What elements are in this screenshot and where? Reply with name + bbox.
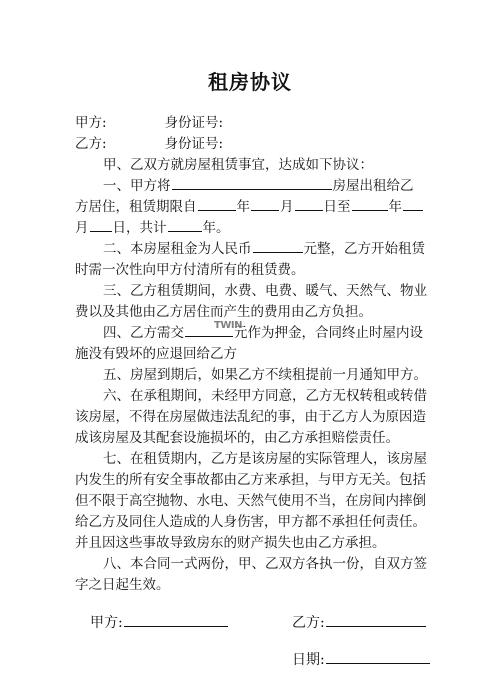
end-month-blank[interactable] <box>403 196 423 211</box>
rent-amount-blank[interactable] <box>253 238 303 253</box>
clause-7-line-2: 内发生的所有安全事故都由乙方来承担，与甲方无关。包括 <box>75 472 426 488</box>
end-day-blank[interactable] <box>90 217 112 232</box>
party-a-id-label: 身份证号: <box>164 115 224 131</box>
clause-2-line-2: 时需一次性向甲方付清所有的租赁费。 <box>75 262 305 278</box>
signature-date-label: 日期: <box>292 652 325 668</box>
signature-date-blank[interactable] <box>326 649 430 664</box>
clause-7-line-4: 给乙方及同住人造成的人身伤害，甲方都不承担任何责任。 <box>75 514 426 530</box>
signature-party-b-blank[interactable] <box>326 612 426 627</box>
clause-4-line-2: 施没有毁坏的应退回给乙方 <box>75 346 237 362</box>
document-title: 租房协议 <box>208 70 292 94</box>
signature-party-a <box>90 612 229 632</box>
signature-date <box>292 649 431 669</box>
clause-7-line-3: 但不限于高空抛物、水电、天然气使用不当，在房间内摔倒 <box>75 493 426 509</box>
signature-party-a-blank[interactable] <box>124 612 228 627</box>
party-a-label: 甲方: <box>75 115 107 131</box>
address-blank[interactable] <box>172 175 332 190</box>
watermark-logo: TWIN <box>214 320 242 331</box>
end-year-blank[interactable] <box>352 196 388 211</box>
party-b-line <box>75 132 223 152</box>
clause-4-line-1: 四、乙方需交 元作为押金，合同终止时屋内设 <box>103 321 423 341</box>
clause-7-line-1: 七、在租赁期内，乙方是该房屋的实际管理人，该房屋 <box>103 451 427 467</box>
signature-party-b-label: 乙方: <box>292 615 325 631</box>
clause-8-line-1: 八、本合同一式两份，甲、乙双方各执一份，自双方签 <box>103 556 427 572</box>
clause-3-line-2: 费以及其他由乙方居住而产生的费用由乙方负担。 <box>75 304 372 320</box>
party-b-id-label: 身份证号: <box>164 136 224 152</box>
start-year-blank[interactable] <box>198 196 236 211</box>
signature-party-a-label: 甲方: <box>90 615 123 631</box>
intro-text: 甲、乙双方就房屋租赁事宜，达成如下协议： <box>103 157 373 173</box>
clause-3-line-1: 三、乙方租赁期间，水费、电费、暖气、天然气、物业 <box>103 283 427 299</box>
clause-1-line-2: 方居住，租赁期限自 年 月 日至 年 <box>75 195 424 215</box>
clause-5-line-1: 五、房屋到期后，如果乙方不续租提前一月通知甲方。 <box>103 367 427 383</box>
clause-2-line-1: 二、本房屋租金为人民币 元整，乙方开始租赁 <box>103 237 425 257</box>
party-b-label: 乙方: <box>75 136 107 152</box>
clause-6-line-1: 六、在承租期间，未经甲方同意，乙方无权转租或转借 <box>103 388 427 404</box>
party-a-line <box>75 111 223 131</box>
start-day-blank[interactable] <box>295 196 323 211</box>
start-month-blank[interactable] <box>251 196 279 211</box>
signature-party-b <box>292 612 427 632</box>
clause-7-line-5: 并且因这些事故导致房东的财产损失也由乙方承担。 <box>75 535 386 551</box>
clause-1-line-3: 月 日，共计 年。 <box>75 216 230 236</box>
clause-1-line-1: 一、甲方将 房屋出租给乙 <box>103 174 414 194</box>
total-years-blank[interactable] <box>168 217 202 232</box>
clause-8-line-2: 字之日起生效。 <box>75 577 170 593</box>
clause-6-line-2: 该房屋，不得在房屋做违法乱纪的事，由于乙方人为原因造 <box>75 409 426 425</box>
clause-6-line-3: 成该房屋及其配套设施损坏的，由乙方承担赔偿责任。 <box>75 430 399 446</box>
